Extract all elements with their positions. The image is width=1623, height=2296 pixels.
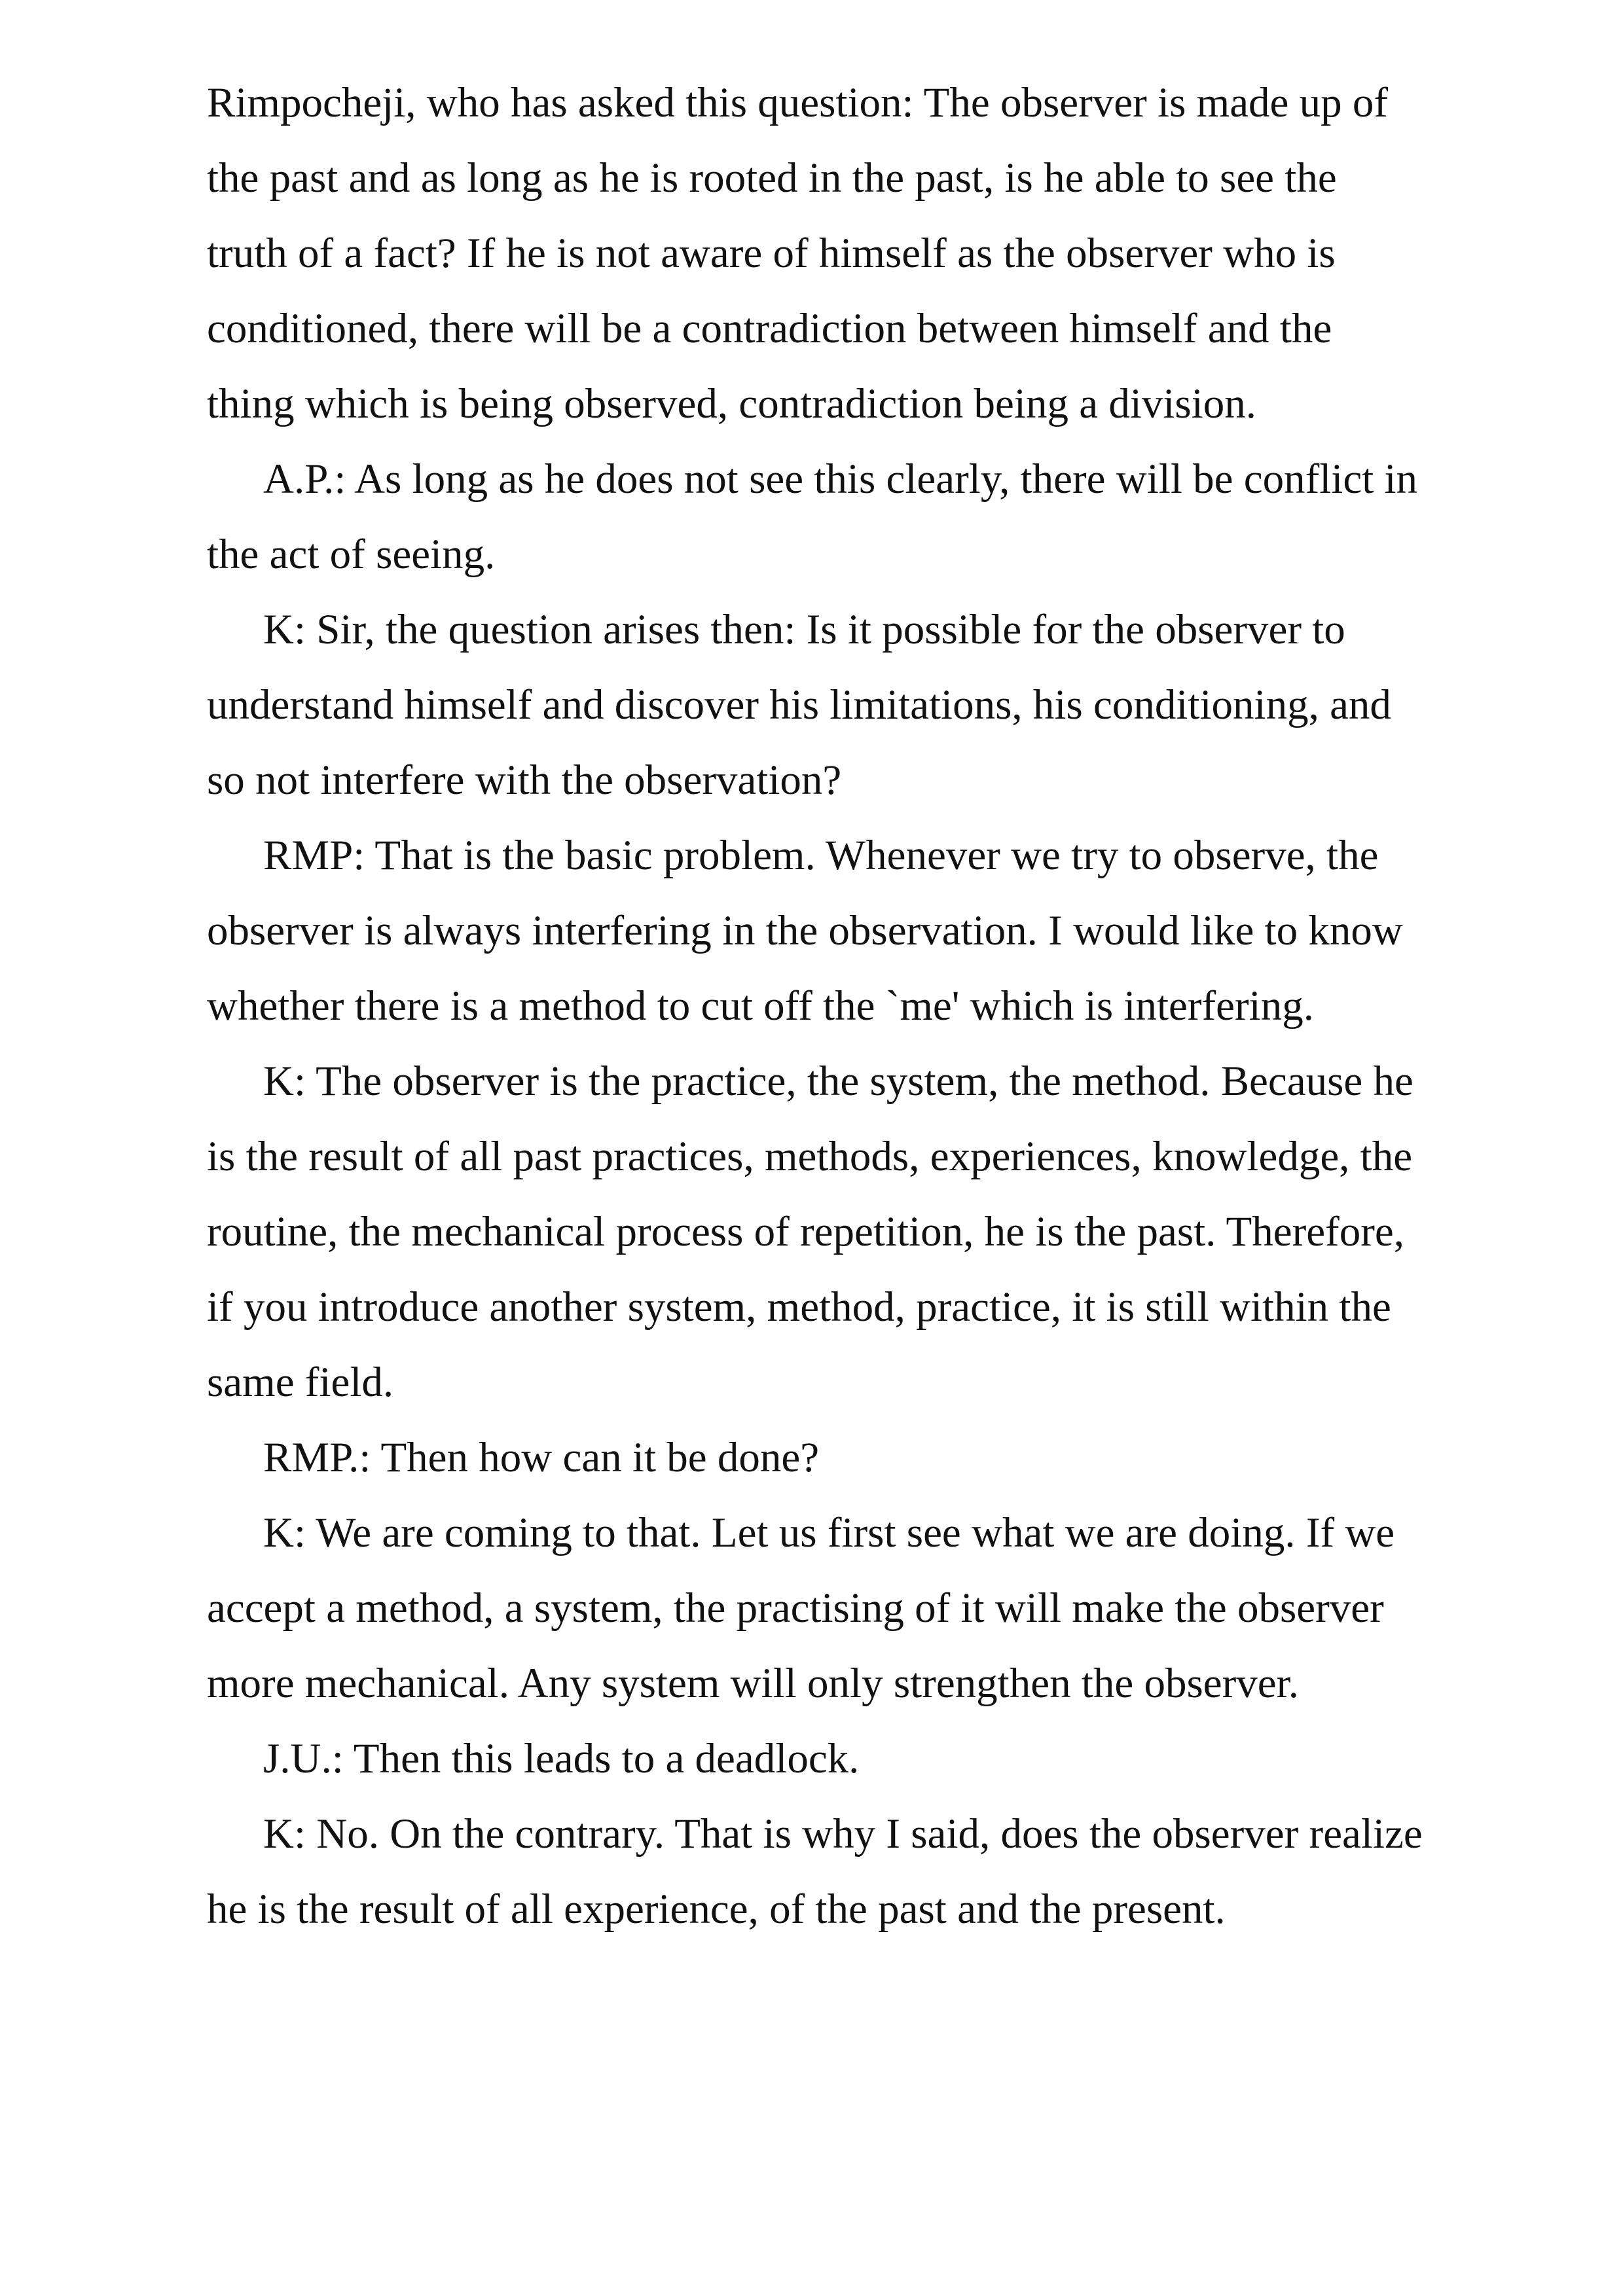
paragraph-k-observer: K: The observer is the practice, the system, the method. Because he is the result of all past practices, methods, experiences, knowledge, the routine, the mechanical process of repetition, he is the past. Therefore, if you introduce another system, method, practice, it is still within the same field. [207, 1058, 1413, 1406]
paragraph-rmp-problem: RMP: That is the basic problem. Whenever we try to observe, the observer is always interfering in the observation. I would like to know whether there is a method to cut off the `me' which is interfering. [207, 832, 1403, 1030]
paragraph-question: Rimpocheji, who has asked this question: The observer is made up of the past and as long as he is rooted in the past, is he able to see the truth of a fact? If he is not aware of himself as the observer who is conditioned, there will be a contradiction between himself and the thing which is being observed, contradiction being a division. [207, 79, 1389, 427]
paragraph-ju-deadlock: J.U.: Then this leads to a deadlock. [263, 1735, 860, 1782]
body-text [207, 65, 1425, 1947]
paragraph-ap-reply: A.P.: As long as he does not see this clearly, there will be conflict in the act of seeing. [207, 456, 1418, 578]
paragraph-k-contrary: K: No. On the contrary. That is why I said, does the observer realize he is the result of all experience, of the past and the present. [207, 1810, 1423, 1933]
paragraph-rmp-how: RMP.: Then how can it be done? [263, 1434, 820, 1481]
paragraph-k-method: K: We are coming to that. Let us first see what we are doing. If we accept a method, a system, the practising of it will make the observer more mechanical. Any system will only strengthen the observer. [207, 1509, 1395, 1707]
paragraph-k-question: K: Sir, the question arises then: Is it possible for the observer to understand himself and discover his limitations, his conditioning, and so not interfere with the observation? [207, 606, 1391, 804]
